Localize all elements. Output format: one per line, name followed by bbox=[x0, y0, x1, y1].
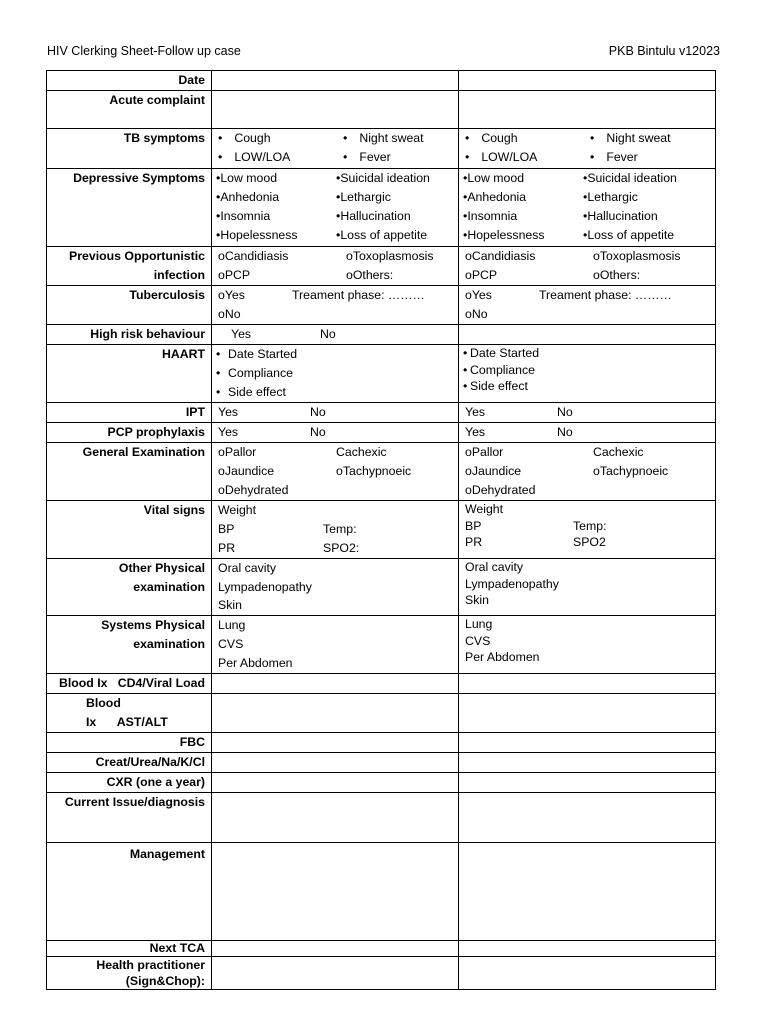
row-acute-complaint bbox=[47, 91, 716, 129]
ipt-no[interactable]: No bbox=[557, 405, 573, 419]
label-pcp-prophylaxis: PCP prophylaxis bbox=[47, 423, 212, 443]
label-next-tca: Next TCA bbox=[47, 941, 212, 957]
next-tca-cell-1[interactable] bbox=[212, 941, 459, 957]
label-haart: HAART bbox=[47, 345, 212, 403]
tb-yes[interactable]: oYes bbox=[465, 288, 492, 302]
bullet-icon: • bbox=[463, 209, 468, 223]
current-issue-cell-1[interactable] bbox=[212, 793, 459, 843]
tb-low-loa: • LOW/LOA bbox=[465, 150, 538, 164]
bullet-icon: • bbox=[216, 190, 221, 204]
label-health-practitioner: Health practitioner (Sign&Chop): bbox=[47, 957, 212, 990]
sp-abdomen: Per Abdomen bbox=[465, 650, 540, 664]
sp-cvs: CVS bbox=[465, 633, 491, 648]
blood-cd4-cell-2[interactable] bbox=[459, 674, 716, 694]
tb-low-loa: • LOW/LOA bbox=[218, 150, 291, 164]
dep-suicidal: •Suicidal ideation bbox=[583, 171, 677, 185]
row-ipt bbox=[47, 403, 716, 423]
label-acute-complaint: Acute complaint bbox=[47, 91, 212, 129]
management-cell-2[interactable] bbox=[459, 843, 716, 941]
row-blood-cd4 bbox=[47, 674, 716, 694]
next-tca-cell-2[interactable] bbox=[459, 941, 716, 957]
label-tb-symptoms: TB symptoms bbox=[47, 129, 212, 169]
vs-weight: Weight bbox=[465, 502, 504, 516]
pcp-cell-1[interactable] bbox=[212, 423, 459, 443]
cxr-cell-1[interactable] bbox=[212, 773, 459, 793]
sp-cvs: CVS bbox=[218, 637, 244, 651]
previous-oi-cell-2[interactable] bbox=[459, 247, 716, 286]
sp-lung: Lung bbox=[218, 618, 246, 632]
bullet-icon: • bbox=[218, 150, 223, 164]
ge-tachypnoeic[interactable]: oTachypnoeic bbox=[336, 464, 412, 478]
bullet-icon: • bbox=[216, 385, 221, 399]
creat-cell-2[interactable] bbox=[459, 753, 716, 773]
ge-cachexic[interactable]: Cachexic bbox=[593, 445, 644, 459]
label-cxr: CXR (one a year) bbox=[47, 773, 212, 793]
op-skin: Skin bbox=[465, 593, 489, 607]
pcp-yes[interactable]: Yes bbox=[465, 425, 486, 439]
blood-ast-cell-1[interactable] bbox=[212, 694, 459, 733]
general-exam-cell-2[interactable] bbox=[459, 443, 716, 501]
systems-physical-cell-2[interactable] bbox=[459, 616, 716, 674]
ge-tachypnoeic[interactable]: oTachypnoeic bbox=[593, 464, 669, 478]
row-high-risk bbox=[47, 325, 716, 345]
ipt-cell-2[interactable] bbox=[459, 403, 716, 423]
document-title: HIV Clerking Sheet-Follow up case bbox=[47, 44, 241, 58]
ipt-yes[interactable]: Yes bbox=[465, 405, 486, 419]
bullet-icon: • bbox=[463, 228, 468, 242]
label-vital-signs: Vital signs bbox=[47, 501, 212, 559]
dep-hallucination: •Hallucination bbox=[336, 209, 411, 223]
bullet-icon: • bbox=[216, 171, 221, 185]
label-current-issue: Current Issue/diagnosis bbox=[47, 793, 212, 843]
tb-fever: • Fever bbox=[343, 150, 391, 164]
oi-others[interactable]: oOthers: bbox=[593, 268, 641, 282]
label-general-exam: General Examination bbox=[47, 443, 212, 501]
fbc-cell-1[interactable] bbox=[212, 733, 459, 753]
label-high-risk: High risk behaviour bbox=[47, 325, 212, 345]
dep-lethargic: •Lethargic bbox=[336, 190, 391, 204]
sp-abdomen: Per Abdomen bbox=[218, 656, 293, 670]
row-blood-ast bbox=[47, 694, 716, 733]
oi-candidiasis[interactable]: oCandidiasis bbox=[465, 249, 536, 263]
row-current-issue bbox=[47, 793, 716, 843]
row-vital-signs bbox=[47, 501, 716, 559]
vs-bp: BP bbox=[465, 518, 482, 533]
haart-cell-1[interactable] bbox=[212, 345, 459, 403]
bullet-icon: • bbox=[336, 228, 341, 242]
tb-no[interactable]: oNo bbox=[218, 307, 241, 321]
oi-toxoplasmosis[interactable]: oToxoplasmosis bbox=[346, 249, 434, 263]
label-other-physical: Other Physical examination bbox=[47, 559, 212, 616]
bullet-icon: • bbox=[336, 209, 341, 223]
tb-no[interactable]: oNo bbox=[465, 307, 488, 321]
general-exam-cell-1[interactable] bbox=[212, 443, 459, 501]
high-risk-cell-1[interactable] bbox=[212, 325, 459, 345]
high-risk-yes[interactable]: Yes bbox=[231, 327, 252, 341]
ge-jaundice[interactable]: oJaundice bbox=[218, 464, 275, 478]
row-tuberculosis bbox=[47, 286, 716, 325]
row-creat bbox=[47, 753, 716, 773]
dep-hallucination: •Hallucination bbox=[583, 209, 658, 223]
row-previous-oi bbox=[47, 247, 716, 286]
tuberculosis-cell-1[interactable] bbox=[212, 286, 459, 325]
dep-lethargic: •Lethargic bbox=[583, 190, 638, 204]
row-general-exam bbox=[47, 443, 716, 501]
op-skin: Skin bbox=[218, 598, 242, 612]
row-pcp-prophylaxis bbox=[47, 423, 716, 443]
tb-phase: Treament phase: ……… bbox=[539, 288, 672, 302]
dep-low-mood: •Low mood bbox=[216, 171, 278, 185]
row-next-tca bbox=[47, 941, 716, 957]
label-ipt: IPT bbox=[47, 403, 212, 423]
management-cell-1[interactable] bbox=[212, 843, 459, 941]
ge-jaundice[interactable]: oJaundice bbox=[465, 464, 522, 478]
label-systems-physical: Systems Physical examination bbox=[47, 616, 212, 674]
vs-temp: Temp: bbox=[323, 522, 357, 536]
oi-candidiasis[interactable]: oCandidiasis bbox=[218, 249, 289, 263]
oi-others[interactable]: oOthers: bbox=[346, 268, 394, 282]
acute-complaint-cell-2[interactable] bbox=[459, 91, 716, 129]
vs-pr: PR bbox=[218, 541, 236, 555]
row-depressive-symptoms bbox=[47, 169, 716, 247]
haart-compliance: • Compliance bbox=[216, 364, 454, 383]
row-haart bbox=[47, 345, 716, 403]
dep-suicidal: •Suicidal ideation bbox=[336, 171, 430, 185]
vs-spo2: SPO2: bbox=[323, 541, 360, 555]
version-label: PKB Bintulu v12023 bbox=[608, 44, 720, 58]
dep-hopelessness: •Hopelessness bbox=[463, 228, 545, 242]
pcp-yes[interactable]: Yes bbox=[218, 425, 239, 439]
label-date: Date bbox=[47, 71, 212, 91]
label-tuberculosis: Tuberculosis bbox=[47, 286, 212, 325]
haart-compliance: • Compliance bbox=[463, 362, 535, 377]
bullet-icon: • bbox=[583, 228, 588, 242]
row-systems-physical bbox=[47, 616, 716, 674]
bullet-icon: • bbox=[216, 209, 221, 223]
current-issue-cell-2[interactable] bbox=[459, 793, 716, 843]
bullet-icon: • bbox=[336, 190, 341, 204]
bullet-icon: • bbox=[216, 366, 221, 380]
bullet-icon: • bbox=[583, 190, 588, 204]
row-cxr bbox=[47, 773, 716, 793]
bullet-icon: • bbox=[590, 131, 595, 145]
vs-pr: PR bbox=[465, 535, 483, 549]
dep-loss-appetite: •Loss of appetite bbox=[583, 228, 675, 242]
date-cell-1[interactable] bbox=[212, 71, 459, 91]
bullet-icon: • bbox=[216, 228, 221, 242]
dep-anhedonia: •Anhedonia bbox=[463, 190, 527, 204]
date-cell-2[interactable] bbox=[459, 71, 716, 91]
row-health-practitioner bbox=[47, 957, 716, 990]
row-tb-symptoms bbox=[47, 129, 716, 169]
haart-date-started: • Date Started bbox=[216, 345, 454, 364]
haart-side-effect: • Side effect bbox=[463, 379, 528, 393]
tuberculosis-cell-2[interactable] bbox=[459, 286, 716, 325]
op-lymphadenopathy: Lympadenopathy bbox=[218, 579, 312, 594]
ipt-yes[interactable]: Yes bbox=[218, 405, 239, 419]
tb-fever: • Fever bbox=[590, 150, 638, 164]
bullet-icon: • bbox=[343, 150, 348, 164]
high-risk-cell-2[interactable] bbox=[459, 325, 716, 345]
health-practitioner-cell-1[interactable] bbox=[212, 957, 459, 990]
tb-phase: Treament phase: ……… bbox=[292, 288, 425, 302]
cxr-cell-2[interactable] bbox=[459, 773, 716, 793]
tb-yes[interactable]: oYes bbox=[218, 288, 245, 302]
other-physical-cell-2[interactable] bbox=[459, 559, 716, 616]
haart-side-effect: • Side effect bbox=[216, 383, 454, 402]
bullet-icon: • bbox=[463, 362, 468, 377]
vital-signs-cell-2[interactable] bbox=[459, 501, 716, 559]
bullet-icon: • bbox=[463, 379, 468, 393]
dep-insomnia: •Insomnia bbox=[463, 209, 518, 223]
pcp-no[interactable]: No bbox=[310, 425, 326, 439]
tb-symptoms-cell-1[interactable] bbox=[212, 129, 459, 169]
label-fbc: FBC bbox=[47, 733, 212, 753]
ge-dehydrated[interactable]: oDehydrated bbox=[218, 483, 289, 497]
tb-cough: • Cough bbox=[218, 131, 271, 145]
ge-cachexic[interactable]: Cachexic bbox=[336, 445, 387, 459]
oi-pcp[interactable]: oPCP bbox=[465, 268, 498, 282]
bullet-icon: • bbox=[343, 131, 348, 145]
previous-oi-cell-1[interactable] bbox=[212, 247, 459, 286]
dep-low-mood: •Low mood bbox=[463, 171, 525, 185]
bullet-icon: • bbox=[583, 171, 588, 185]
systems-physical-cell-1[interactable] bbox=[212, 616, 459, 674]
op-oral-cavity: Oral cavity bbox=[218, 561, 277, 575]
label-depressive-symptoms: Depressive Symptoms bbox=[47, 169, 212, 247]
dep-loss-appetite: •Loss of appetite bbox=[336, 228, 428, 242]
health-practitioner-cell-2[interactable] bbox=[459, 957, 716, 990]
label-management: Management bbox=[47, 843, 212, 941]
row-management bbox=[47, 843, 716, 941]
pcp-no[interactable]: No bbox=[557, 425, 573, 439]
sp-lung: Lung bbox=[465, 617, 493, 631]
label-creat: Creat/Urea/Na/K/Cl bbox=[47, 753, 212, 773]
vs-weight: Weight bbox=[218, 503, 257, 517]
ge-pallor[interactable]: oPallor bbox=[465, 445, 504, 459]
ge-dehydrated[interactable]: oDehydrated bbox=[465, 483, 536, 497]
dep-anhedonia: •Anhedonia bbox=[216, 190, 280, 204]
bullet-icon: • bbox=[465, 131, 470, 145]
dep-hopelessness: •Hopelessness bbox=[216, 228, 298, 242]
label-blood-cd4: Blood Ix CD4/Viral Load bbox=[47, 674, 212, 694]
bullet-icon: • bbox=[590, 150, 595, 164]
op-oral-cavity: Oral cavity bbox=[465, 560, 524, 574]
creat-cell-1[interactable] bbox=[212, 753, 459, 773]
label-blood-ast: Blood Ix AST/ALT bbox=[47, 694, 212, 733]
dep-insomnia: •Insomnia bbox=[216, 209, 271, 223]
haart-date-started: • Date Started bbox=[463, 346, 540, 360]
tb-symptoms-cell-2[interactable] bbox=[459, 129, 716, 169]
tb-night-sweat: • Night sweat bbox=[343, 131, 424, 145]
oi-pcp[interactable]: oPCP bbox=[218, 268, 251, 282]
row-date bbox=[47, 71, 716, 91]
fbc-cell-2[interactable] bbox=[459, 733, 716, 753]
op-lymphadenopathy: Lympadenopathy bbox=[465, 576, 559, 591]
high-risk-no[interactable]: No bbox=[320, 327, 336, 341]
row-fbc bbox=[47, 733, 716, 753]
ipt-no[interactable]: No bbox=[310, 405, 326, 419]
blood-cd4-cell-1[interactable] bbox=[212, 674, 459, 694]
blood-ast-cell-2[interactable] bbox=[459, 694, 716, 733]
ipt-cell-1[interactable] bbox=[212, 403, 459, 423]
bullet-icon: • bbox=[583, 209, 588, 223]
label-previous-oi: Previous Opportunistic infection bbox=[47, 247, 212, 286]
vital-signs-cell-1[interactable] bbox=[212, 501, 459, 559]
bullet-icon: • bbox=[465, 150, 470, 164]
bullet-icon: • bbox=[336, 171, 341, 185]
vs-bp: BP bbox=[218, 522, 235, 536]
row-other-physical bbox=[47, 559, 716, 616]
ge-pallor[interactable]: oPallor bbox=[218, 445, 257, 459]
tb-cough: • Cough bbox=[465, 131, 518, 145]
pcp-cell-2[interactable] bbox=[459, 423, 716, 443]
haart-cell-2[interactable] bbox=[459, 345, 716, 403]
bullet-icon: • bbox=[463, 190, 468, 204]
depressive-cell-2[interactable] bbox=[459, 169, 716, 247]
vs-temp: Temp: bbox=[573, 518, 607, 533]
bullet-icon: • bbox=[218, 131, 223, 145]
tb-night-sweat: • Night sweat bbox=[590, 131, 671, 145]
bullet-icon: • bbox=[216, 347, 221, 361]
bullet-icon: • bbox=[463, 171, 468, 185]
oi-toxoplasmosis[interactable]: oToxoplasmosis bbox=[593, 249, 681, 263]
acute-complaint-cell-1[interactable] bbox=[212, 91, 459, 129]
clerking-table bbox=[46, 70, 716, 990]
vs-spo2: SPO2 bbox=[573, 535, 606, 549]
depressive-cell-1[interactable] bbox=[212, 169, 459, 247]
bullet-icon: • bbox=[463, 346, 468, 360]
other-physical-cell-1[interactable] bbox=[212, 559, 459, 616]
